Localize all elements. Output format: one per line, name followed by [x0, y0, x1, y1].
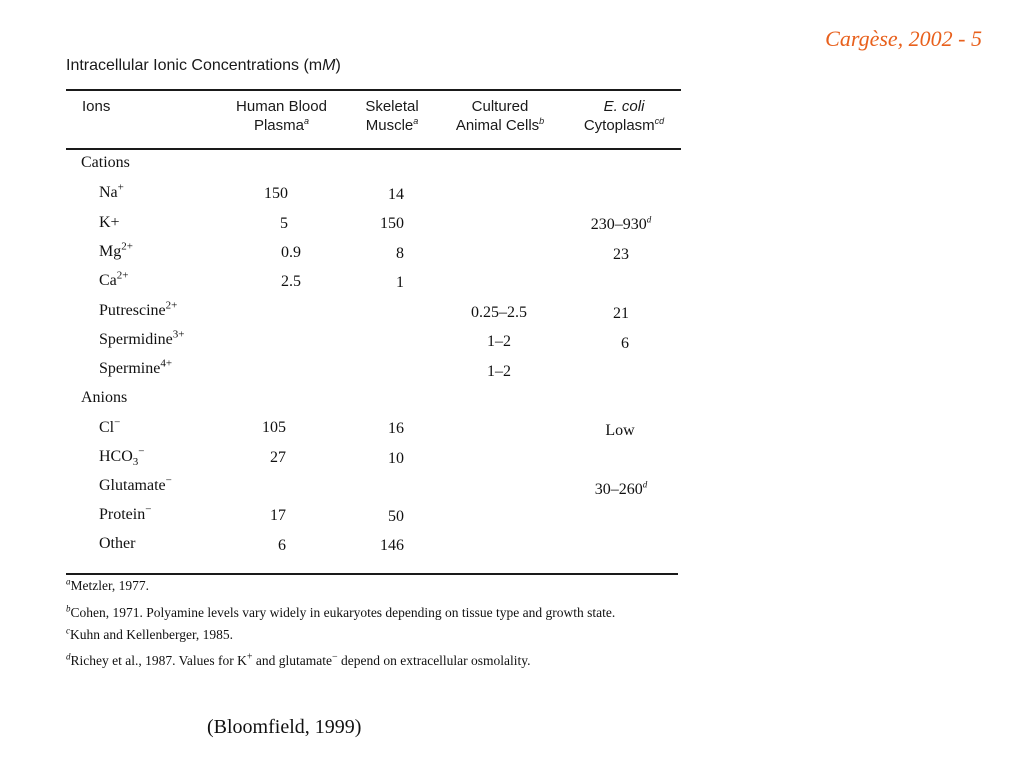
row-label-other: Other	[99, 535, 136, 552]
cell-putrescine-cells: 0.25–2.5	[471, 304, 527, 321]
source-citation: (Bloomfield, 1999)	[207, 716, 362, 738]
cell-k-plasma: 5	[280, 215, 288, 232]
column-header-ecoli: E. coli Cytoplasm$^{cd}$	[583, 98, 665, 134]
cell-spermidine-cells: 1–2	[487, 333, 511, 350]
row-label-cl: Cl−	[99, 416, 121, 436]
footnote-d: $^d$Richey et al., 1987. Values for K+ and glutamate− depend on extracellular osmolality.	[66, 651, 531, 668]
row-label-k: K+	[99, 214, 120, 231]
cell-ca-plasma: 2.5	[281, 273, 301, 290]
cell-other-muscle: 146	[380, 537, 404, 554]
column-header-ions: Ions	[82, 98, 111, 115]
row-label-ca: $Ca^{2+}$	[99, 269, 129, 289]
column-header-muscle: Skeletal Muscle$^a$	[365, 98, 419, 134]
cell-k-ecoli: 230–930$^d$	[590, 214, 652, 233]
table-title: Intracellular Ionic Concentrations (mM)	[66, 57, 341, 74]
cell-mg-plasma: 0.9	[281, 244, 301, 261]
footnote-c: $^c$Kuhn and Kellenberger, 1985.	[66, 625, 234, 642]
cell-na-plasma: 150	[264, 185, 288, 202]
row-label-na: Na+	[99, 181, 124, 201]
table-top-rule	[66, 89, 681, 91]
row-label-putrescine: Putrescine$^{2+}$	[99, 299, 178, 319]
row-label-spermine: Spermine$^{4+}$	[99, 357, 173, 377]
cell-spermine-cells: 1–2	[487, 363, 511, 380]
cell-cl-ecoli: Low	[605, 422, 635, 439]
cell-mg-ecoli: 23	[613, 246, 629, 263]
slide-header: Cargèse, 2002 - 5	[825, 26, 982, 51]
cell-protein-muscle: 50	[388, 508, 404, 525]
cell-putrescine-ecoli: 21	[613, 305, 629, 322]
cell-glutamate-ecoli: 30–260$^d$	[594, 479, 648, 498]
section-cations: Cations	[81, 154, 130, 171]
table-bottom-rule	[66, 573, 678, 575]
row-label-hco3: $HCO_3^-$	[99, 445, 145, 469]
cell-ca-muscle: 1	[396, 274, 404, 291]
row-label-spermidine: Spermidine$^{3+}$	[99, 328, 185, 348]
section-anions: Anions	[81, 389, 128, 406]
footnote-a: $^a$Metzler, 1977.	[66, 576, 150, 593]
cell-other-plasma: 6	[278, 537, 286, 554]
table-header-rule	[66, 148, 681, 150]
column-header-plasma: Human Blood Plasma$^a$	[236, 98, 327, 134]
row-label-glutamate: Glutamate−	[99, 474, 172, 494]
row-label-mg: $Mg^{2+}$	[99, 240, 133, 260]
cell-spermidine-ecoli: 6	[621, 335, 629, 352]
cell-protein-plasma: 17	[270, 507, 286, 524]
footnote-b: $^b$Cohen, 1971. Polyamine levels vary widely in eukaryotes depending on tissue type and growth state.	[66, 603, 616, 620]
cell-cl-plasma: 105	[262, 419, 286, 436]
cell-k-muscle: 150	[380, 215, 404, 232]
row-label-protein: Protein−	[99, 503, 152, 523]
cell-na-muscle: 14	[388, 186, 404, 203]
column-header-cultured-cells: Cultured Animal Cells$^b$	[455, 98, 545, 134]
cell-hco3-plasma: 27	[270, 449, 286, 466]
cell-hco3-muscle: 10	[388, 450, 404, 467]
cell-mg-muscle: 8	[396, 245, 404, 262]
cell-cl-muscle: 16	[388, 420, 404, 437]
